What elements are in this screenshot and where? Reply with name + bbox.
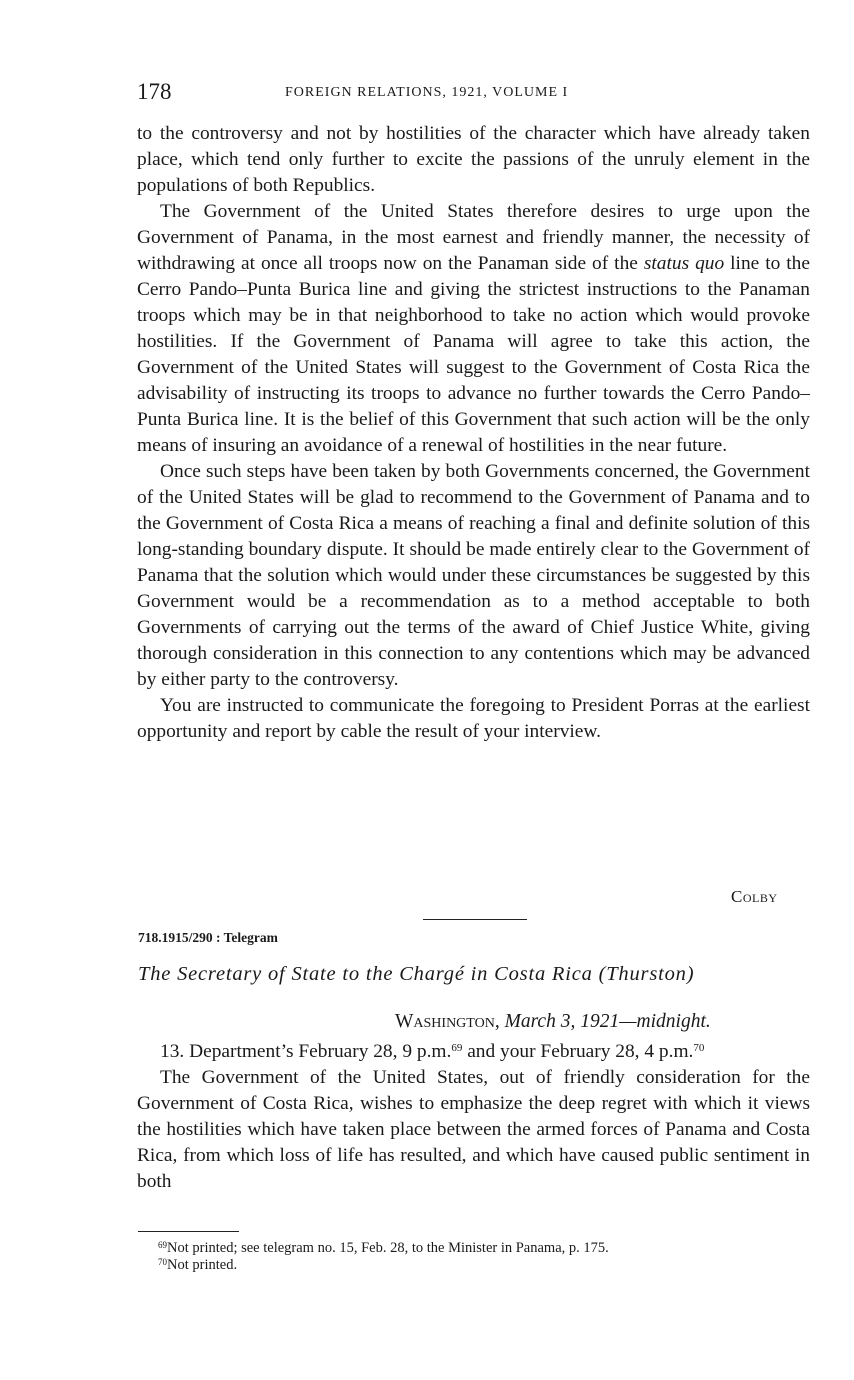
footnote-mark: 70 — [158, 1257, 167, 1267]
paragraph-text: The Government of the United States therefore desires to urge upon the Government of Panama, in the most earnest and friendly manner, the necessity of withdrawing at once all troops now on the Panaman side of the — [137, 201, 810, 274]
document-title: The Secretary of State to the Chargé in Costa Rica (Thurston) — [138, 963, 695, 985]
page-number: 178 — [137, 79, 172, 104]
file-reference: 718.1915/290 : Telegram — [138, 930, 278, 945]
dateline-date: March 3, 1921—midnight. — [504, 1011, 711, 1032]
footnote-divider — [138, 1231, 239, 1232]
page-header — [137, 78, 809, 108]
section-divider — [423, 919, 527, 920]
paragraph-recommendation: Once such steps have been taken by both Governments concerned, the Government of the United States will be glad to recommend to the Government of Panama and to the Government of Costa Rica a means of reaching a final and definite solution of this long-standing boundary dispute. It should be made entirely clear to the Government of Panama that the solution which would under these circumstances be suggested by this Government would be a recommendation as to a method acceptable to both Governments of carrying out the terms of the award of Chief Justice White, giving thorough consideration in this connection to any contentions which may be advanced by either party to the controversy. — [137, 461, 810, 690]
paragraph-reference — [137, 1039, 810, 1065]
paragraph-text: and your February 28, 4 p.m. — [462, 1041, 694, 1062]
footnote-text: Not printed. — [167, 1257, 238, 1273]
letter-body — [137, 121, 810, 745]
dateline — [395, 1011, 711, 1033]
signature: Colby — [731, 887, 778, 906]
paragraph-text: 13. Department’s February 28, 9 p.m. — [160, 1041, 452, 1062]
footnote — [158, 1257, 818, 1274]
status-quo-italic: status quo — [643, 253, 725, 274]
footnote — [158, 1240, 818, 1257]
paragraph-regret: The Government of the United States, out of friendly consideration for the Government of Costa Rica, wishes to emphasize the deep regret with which it views the hostilities which have taken place between the armed forces of Panama and Costa Rica, from which loss of life has resulted, and which have caused public sentiment in both — [137, 1067, 810, 1192]
running-title: FOREIGN RELATIONS, 1921, VOLUME I — [285, 85, 569, 100]
footnote-mark: 69 — [158, 1240, 167, 1250]
paragraph-continuation: to the controversy and not by hostilities of the character which have already taken place, which tend only further to excite the passions of the unruly element in the populations of both Republics. — [137, 123, 810, 196]
paragraph-withdraw-troops — [137, 199, 810, 459]
footnote-ref[interactable]: 70 — [693, 1042, 705, 1054]
footnote-text: Not printed; see telegram no. 15, Feb. 28, to the Minister in Panama, p. 175. — [167, 1240, 609, 1256]
dateline-place: Washington, — [395, 1011, 500, 1032]
footnote-ref[interactable]: 69 — [451, 1042, 463, 1054]
telegram-body — [137, 1039, 810, 1195]
footnotes — [158, 1240, 818, 1274]
paragraph-text: line to the Cerro Pando–Punta Burica line and giving the strictest instructions to the Panaman troops which may be in that neighborhood to take no action which would provoke hostilities. If the Government of Panama will agree to take this action, the Government of the United States will suggest to the Government of Costa Rica the advisability of instructing its troops to advance no further towards the Cerro Pando–Punta Burica line. It is the belief of this Government that such action will be the only means of insuring an avoidance of a renewal of hostilities in the near future. — [137, 253, 810, 456]
paragraph-instruction: You are instructed to communicate the foregoing to President Porras at the earliest opportunity and report by cable the result of your interview. — [137, 695, 810, 742]
